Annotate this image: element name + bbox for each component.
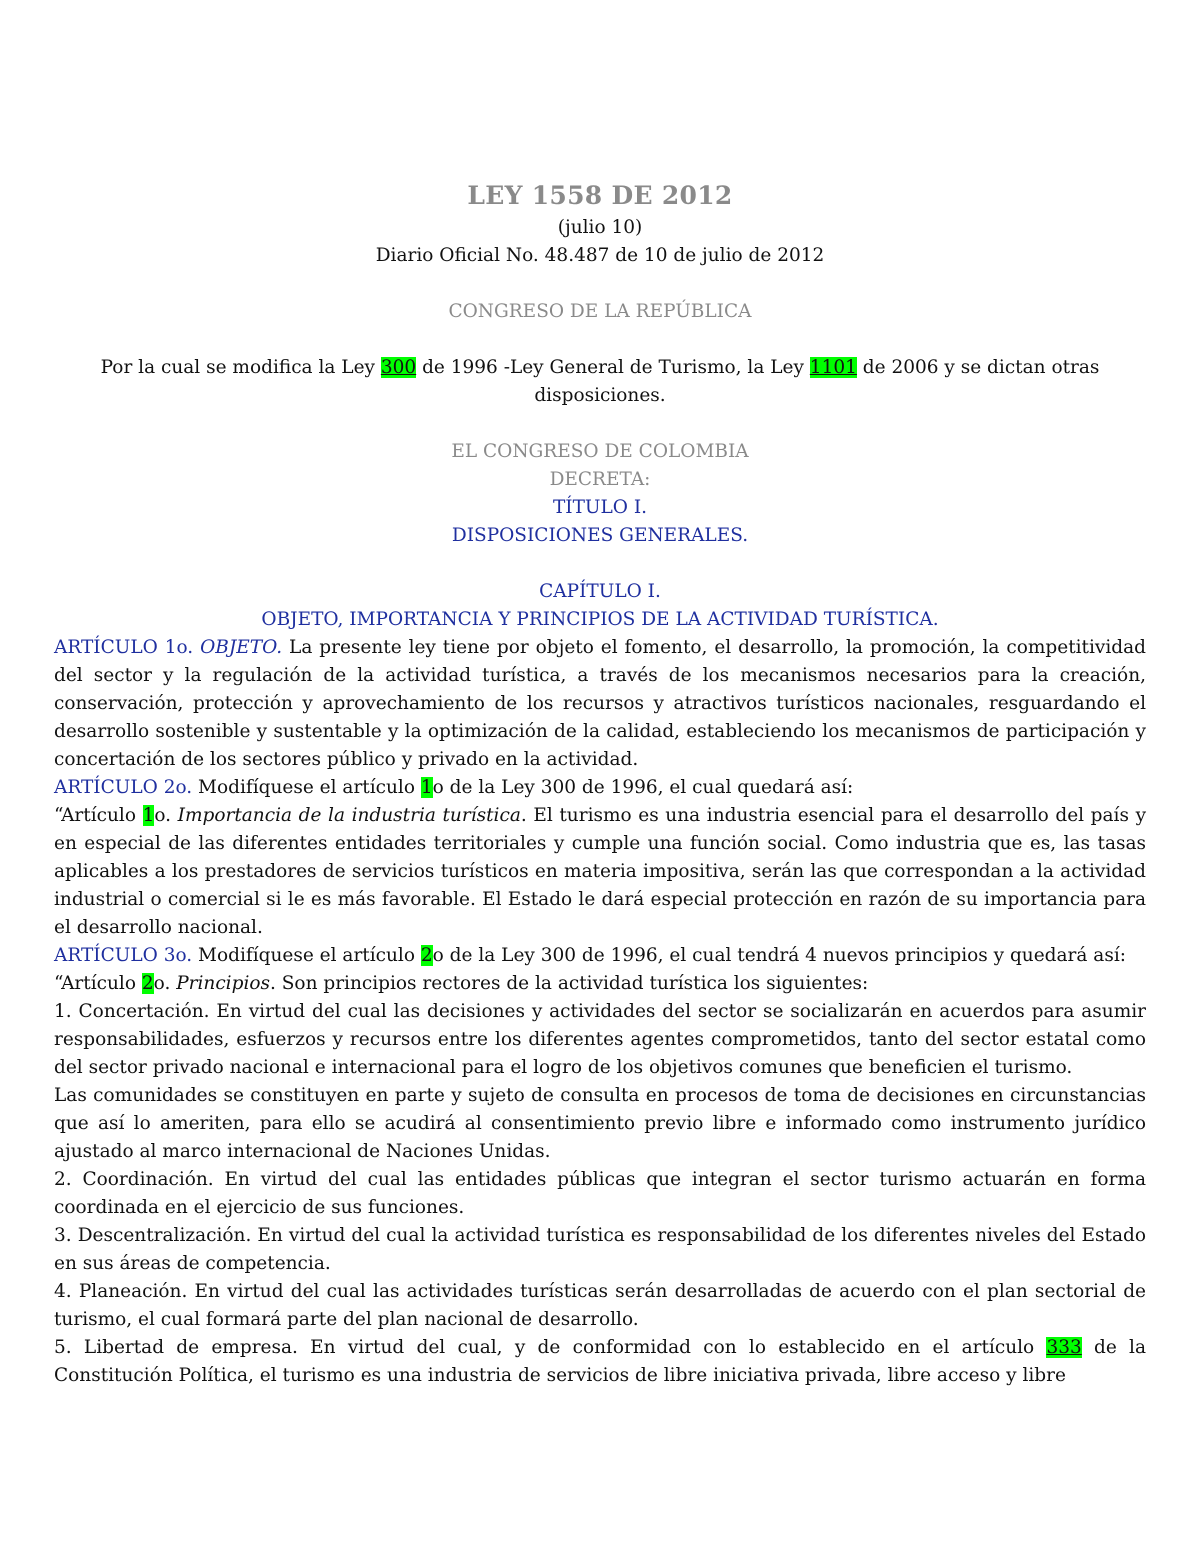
epigrafe: Por la cual se modifica la Ley 300 de 1996 -Ley General de Turismo, la Ley 1101 de 2006 y se dictan otras disposiciones. xyxy=(100,357,1100,406)
article-ref-link[interactable]: 2 xyxy=(141,973,154,994)
titulo-heading: TÍTULO I. xyxy=(552,497,648,518)
capitulo-heading: CAPÍTULO I. xyxy=(539,581,661,602)
article-2-label: ARTÍCULO 2o. xyxy=(54,777,193,798)
congreso-colombia: EL CONGRESO DE COLOMBIA xyxy=(451,441,749,462)
principle-3: 3. Descentralización. En virtud del cual la actividad turística es responsabilidad de los diferentes niveles del Estado en sus áreas de competencia. xyxy=(54,1225,1146,1274)
ley-300-link[interactable]: 300 xyxy=(380,357,417,378)
article-3: ARTÍCULO 3o. Modifíquese el artículo 2o de la Ley 300 de 1996, el cual tendrá 4 nuevos principios y quedará así: xyxy=(54,945,1126,966)
diario-oficial: Diario Oficial No. 48.487 de 10 de julio de 2012 xyxy=(375,245,825,266)
decreta: DECRETA: xyxy=(549,469,651,490)
article-3-label: ARTÍCULO 3o. xyxy=(54,945,193,966)
titulo-name: DISPOSICIONES GENERALES. xyxy=(451,525,749,546)
law-title: LEY 1558 DE 2012 xyxy=(467,181,733,210)
principle-1: 1. Concertación. En virtud del cual las decisiones y actividades del sector se socializarán en acuerdos para asumir responsabilidades, esfuerzos y recursos entre los diferentes agentes comprometidos, tanto del sector estatal como del sector privado nacional e internacional para el logro de los objetivos comunes que beneficien el turismo. xyxy=(54,1001,1146,1078)
article-1-label: ARTÍCULO 1o. xyxy=(54,637,194,658)
article-2: ARTÍCULO 2o. Modifíquese el artículo 1o de la Ley 300 de 1996, el cual quedará así: xyxy=(54,777,854,798)
constitucion-333-link[interactable]: 333 xyxy=(1046,1337,1082,1358)
article-1-name: OBJETO. xyxy=(200,637,283,658)
document-page xyxy=(54,178,1146,1390)
principle-2: 2. Coordinación. En virtud del cual las entidades públicas que integran el sector turismo actuarán en forma coordinada en el ejercicio de sus funciones. xyxy=(54,1169,1146,1218)
ley-1101-link[interactable]: 1101 xyxy=(809,357,857,378)
article-3-quote: “Artículo 2o. Principios. Son principios rectores de la actividad turística los siguientes: xyxy=(54,973,869,994)
principle-1-note: Las comunidades se constituyen en parte y sujeto de consulta en procesos de toma de decisiones en circunstancias que así lo ameriten, para ello se acudirá al consentimiento previo libre e informado como instrumento jurídico ajustado al marco internacional de Naciones Unidas. xyxy=(54,1085,1146,1162)
article-1: ARTÍCULO 1o. OBJETO. La presente ley tiene por objeto el fomento, el desarrollo, la promoción, la competitividad del sector y la regulación de la actividad turística, a través de los mecanismos necesarios para la creación, conservación, protección y aprovechamiento de los recursos y atractivos turísticos nacionales, resguardando el desarrollo sostenible y sustentable y la optimización de la calidad, estableciendo los mecanismos de participación y concertación de los sectores público y privado en la actividad. xyxy=(54,637,1146,770)
principle-5: 5. Libertad de empresa. En virtud del cual, y de conformidad con lo establecido en el artículo 333 de la Constitución Política, el turismo es una industria de servicios de libre iniciativa privada, libre acceso y libre xyxy=(54,1337,1147,1386)
article-ref-link[interactable]: 1 xyxy=(142,805,155,826)
principle-4: 4. Planeación. En virtud del cual las actividades turísticas serán desarrolladas de acuerdo con el plan sectorial de turismo, el cual formará parte del plan nacional de desarrollo. xyxy=(54,1281,1146,1330)
congreso-header: CONGRESO DE LA REPÚBLICA xyxy=(448,301,752,322)
law-date: (julio 10) xyxy=(557,217,643,238)
article-ref-link[interactable]: 2 xyxy=(420,945,433,966)
capitulo-name: OBJETO, IMPORTANCIA Y PRINCIPIOS DE LA ACTIVIDAD TURÍSTICA. xyxy=(261,609,939,630)
article-ref-link[interactable]: 1 xyxy=(420,777,433,798)
article-2-quote: “Artículo 1o. Importancia de la industria turística. El turismo es una industria esencial para el desarrollo del país y en especial de las diferentes entidades territoriales y cumple una función social. Como industria que es, las tasas aplicables a los prestadores de servicios turísticos en materia impositiva, serán las que correspondan a la actividad industrial o comercial si le es más favorable. El Estado le dará especial protección en razón de su importancia para el desarrollo nacional. xyxy=(54,805,1147,938)
